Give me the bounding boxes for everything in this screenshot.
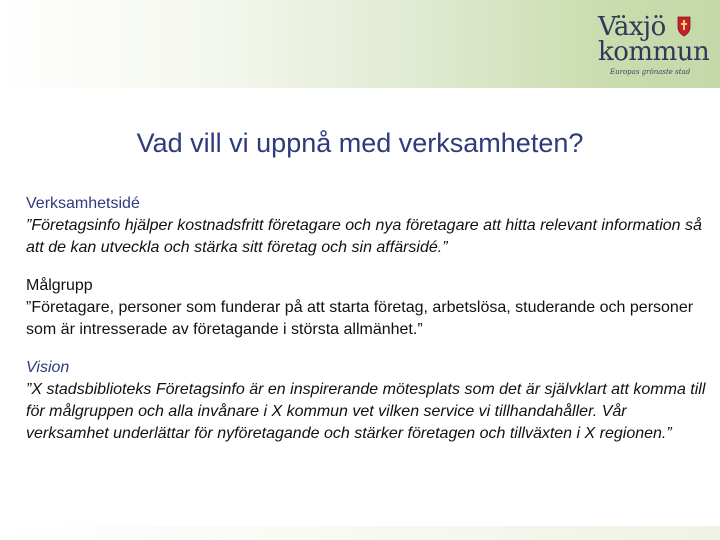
section-heading: Verksamhetsidé: [26, 195, 140, 212]
section-verksamhetside: [26, 193, 706, 259]
logo-tagline: Europas grönaste stad: [610, 68, 691, 76]
section-malgrupp: [26, 275, 706, 341]
vaxjo-kommun-logo: [598, 12, 710, 82]
section-body: ”X stadsbiblioteks Företagsinfo är en inspirerande mötesplats som det är självklart att komma till för målgruppen och alla invånare i X kommun vet vilken service vi tillhandahåller. Vår verksamhet underlättar för nyföretagande och stärker företagen och tillväxten i X regionen.”: [26, 381, 706, 442]
logo-line-1: Växjö: [598, 12, 666, 42]
logo-line-2: kommun: [598, 37, 710, 67]
content: [26, 193, 706, 461]
bottom-strip: [0, 526, 720, 540]
section-heading: Målgrupp: [26, 277, 93, 294]
page-title: Vad vill vi uppnå med verksamheten?: [136, 128, 584, 158]
crest-icon: [676, 14, 692, 38]
section-heading: Vision: [26, 359, 70, 376]
section-body: ”Företagare, personer som funderar på att starta företag, arbetslösa, studerande och personer som är intresserade av företagande i största allmänhet.”: [26, 299, 694, 338]
section-vision: [26, 357, 706, 445]
section-body: ”Företagsinfo hjälper kostnadsfritt företagare och nya företagare att hitta relevant information så att de kan utveckla och stärka sitt företag och sin affärsidé.”: [26, 217, 702, 256]
